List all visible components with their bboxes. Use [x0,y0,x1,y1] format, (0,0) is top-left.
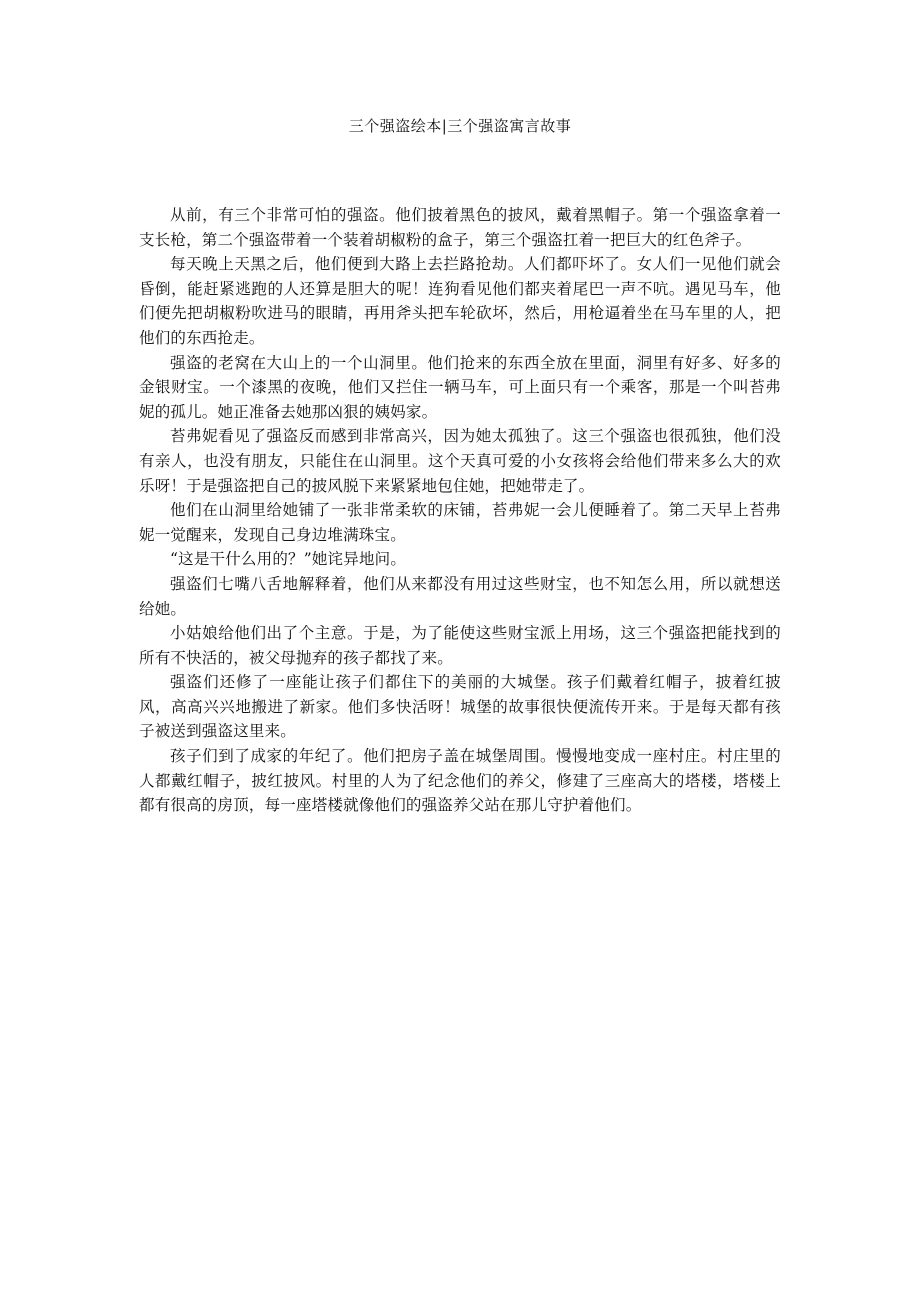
paragraph-2: 每天晚上天黑之后，他们便到大路上去拦路抢劫。人们都吓坏了。女人们一见他们就会昏倒，能赶紧逃跑的人还算是胆大的呢！连狗看见他们都夹着尾巴一声不吭。遇见马车，他们便先把胡椒粉吹进马的眼睛，再用斧头把车轮砍坏，然后，用枪逼着坐在马车里的人，把他们的东西抢走。 [139,255,781,347]
page-title: 三个强盗绘本|三个强盗寓言故事 [348,117,572,135]
paragraph-1: 从前，有三个非常可怕的强盗。他们披着黑色的披风，戴着黑帽子。第一个强盗拿着一支长枪，第二个强盗带着一个装着胡椒粉的盒子，第三个强盗扛着一把巨大的红色斧子。 [139,206,781,249]
paragraph-9: 强盗们还修了一座能让孩子们都住下的美丽的大城堡。孩子们戴着红帽子，披着红披风，高高兴兴地搬进了新家。他们多快活呀！城堡的故事很快便流传开来。于是每天都有孩子被送到强盗这里来。 [139,673,781,741]
paragraph-8: 小姑娘给他们出了个主意。于是，为了能使这些财宝派上用场，这三个强盗把能找到的所有不快活的，被父母抛弃的孩子都找了来。 [139,624,781,667]
paragraph-10: 孩子们到了成家的年纪了。他们把房子盖在城堡周围。慢慢地变成一座村庄。村庄里的人都戴红帽子，披红披风。村里的人为了纪念他们的养父，修建了三座高大的塔楼，塔楼上都有很高的房顶，每一座塔楼就像他们的强盗养父站在那儿守护着他们。 [139,747,781,815]
paragraph-6: “这是干什么用的？”她诧异地问。 [170,550,407,569]
paragraph-7: 强盗们七嘴八舌地解释着，他们从来都没有用过这些财宝，也不知怎么用，所以就想送给她。 [139,574,781,618]
story-body [139,203,781,818]
paragraph-3: 强盗的老窝在大山上的一个山洞里。他们抢来的东西全放在里面，洞里有好多、好多的金银财宝。一个漆黑的夜晚，他们又拦住一辆马车，可上面只有一个乘客，那是一个叫苔弗妮的孤儿。她正准备去她那凶狠的姨妈家。 [139,353,781,421]
paragraph-4: 苔弗妮看见了强盗反而感到非常高兴，因为她太孤独了。这三个强盗也很孤独，他们没有亲人，也没有朋友，只能住在山洞里。这个天真可爱的小女孩将会给他们带来多么大的欢乐呀！于是强盗把自己的披风脱下来紧紧地包住她，把她带走了。 [139,427,781,495]
paragraph-5: 他们在山洞里给她铺了一张非常柔软的床铺，苔弗妮一会儿便睡着了。第二天早上苔弗妮一觉醒来，发现自己身边堆满珠宝。 [139,501,781,544]
